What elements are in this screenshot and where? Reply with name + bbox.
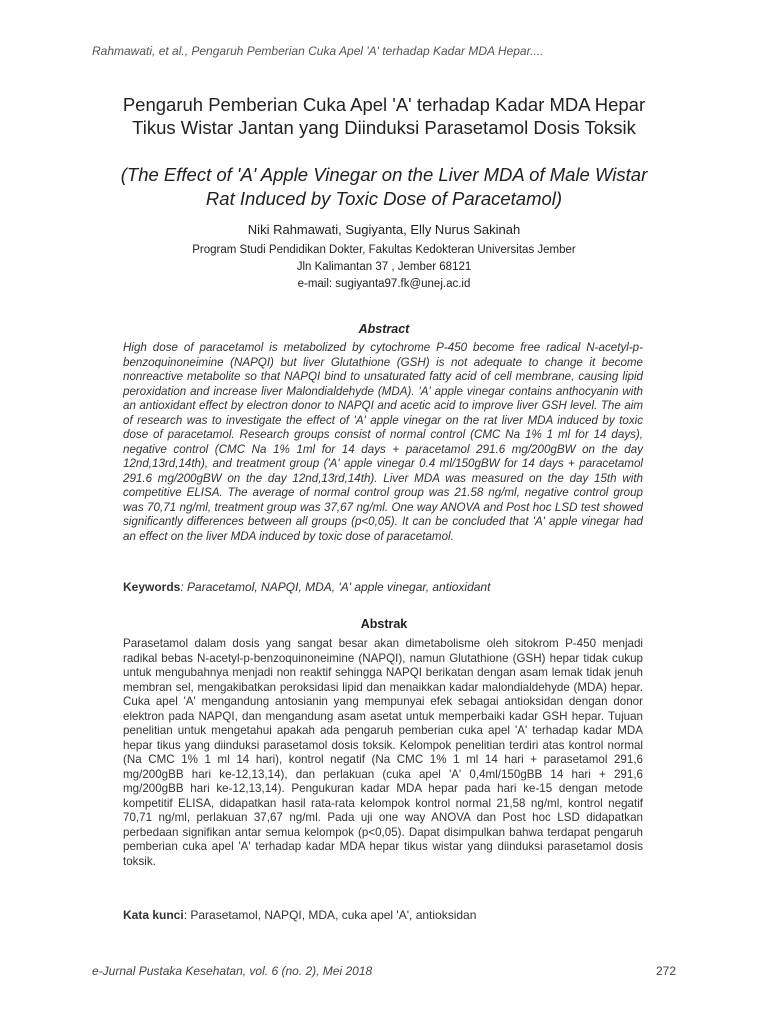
- kata-kunci-label: Kata kunci: [123, 908, 184, 922]
- keywords: [123, 580, 643, 595]
- affiliation-address: Jln Kalimantan 37 , Jember 68121: [296, 261, 472, 273]
- kata-kunci-list: : Parasetamol, NAPQI, MDA, cuka apel 'A', antioksidan: [183, 908, 477, 922]
- abstrak-heading: Abstrak: [360, 617, 408, 631]
- footer-journal: e-Jurnal Pustaka Kesehatan, vol. 6 (no. 2), Mei 2018: [92, 964, 373, 978]
- running-header: Rahmawati, et al., Pengaruh Pemberian Cuka Apel 'A' terhadap Kadar MDA Hepar....: [92, 44, 544, 58]
- title-indonesian-line-1: Pengaruh Pemberian Cuka Apel 'A' terhadap Kadar MDA Hepar: [122, 94, 646, 115]
- authors: Niki Rahmawati, Sugiyanta, Elly Nurus Sakinah: [247, 222, 521, 237]
- abstract-heading: Abstract: [358, 322, 410, 336]
- kata-kunci: [123, 908, 643, 923]
- affiliation-email: e-mail: sugiyanta97.fk@unej.ac.id: [297, 278, 471, 290]
- title-indonesian-line-2: Tikus Wistar Jantan yang Diinduksi Parasetamol Dosis Toksik: [132, 117, 636, 138]
- title-indonesian: [40, 93, 728, 139]
- keywords-list: : Paracetamol, NAPQI, MDA, 'A' apple vinegar, antioxidant: [180, 580, 491, 594]
- title-english: [40, 163, 728, 211]
- affiliation-institution: Program Studi Pendidikan Dokter, Fakultas Kedokteran Universitas Jember: [192, 244, 576, 256]
- keywords-label: Keywords: [123, 580, 181, 594]
- abstrak-body: Parasetamol dalam dosis yang sangat besar akan dimetabolisme oleh sitokrom P-450 menjadi radikal bebas N-acetyl-p-benzoquinoneimine (NAPQI), namun Glutathione (GSH) hepar tidak cukup untuk mengubahnya menjadi non reaktif sehingga NAPQI berikatan dengan asam lemak tidak jenuh membran sel, mengakibatkan peroksidasi lipid dan menaikkan kadar malondialdehyde (MDA) hepar. Cuka apel 'A' mengandung antosianin yang mempunyai efek sebagai antioksidan dengan donor elektron pada NAPQI, dan mengandung asam asetat untuk memperbaiki kadar GSH hepar. Tujuan penelitian untuk mengetahui apakah ada pengaruh pemberian cuka apel 'A' terhadap kadar MDA hepar tikus yang diinduksi parasetamol dosis toksik. Kelompok penelitian terdiri atas kontrol normal (Na CMC 1% 1 ml 14 hari), kontrol negatif (Na CMC 1% 1 ml 14 hari + parasetamol 291,6 mg/200gBB hari ke-12,13,14), dan perlakuan (cuka apel 'A' 0,4ml/150gBB 14 hari + 291,6 mg/200gBB hari ke-12,13,14). Pengukuran kadar MDA hepar pada hari ke-15 dengan metode kompetitif ELISA, didapatkan hasil rata-rata kelompok kontrol normal 21,58 ng/ml, kontrol negatif 70,71 ng/ml, perlakuan 37,67 ng/ml. Pada uji one way ANOVA dan Post hoc LSD didapatkan perbedaan signifikan antar semua kelompok (p<0,05). Dapat disimpulkan bahwa terdapat pengaruh pemberian cuka apel 'A' terhadap kadar MDA hepar tikus wistar yang diinduksi parasetamol dosis toksik.: [123, 637, 643, 868]
- title-english-line-1: (The Effect of 'A' Apple Vinegar on the Liver MDA of Male Wistar: [120, 164, 648, 185]
- title-english-line-2: Rat Induced by Toxic Dose of Paracetamol): [205, 188, 563, 209]
- affiliation: [40, 242, 728, 293]
- abstract-body: High dose of paracetamol is metabolized by cytochrome P-450 become free radical N-acetyl-p-benzoquinoneimine (NAPQI) but liver Glutathione (GSH) is not adequate to change it become nonreactive metabolite so that NAPQI bind to unsaturated fatty acid of cell membrane, causing lipid peroxidation and increase liver Malondialdehyde (MDA). 'A' apple vinegar contains anthocyanin with an antioxidant effect by electron donor to NAPQI and acetic acid to improve liver GSH level. The aim of research was to investigate the effect of 'A' apple vinegar on the rat liver MDA induced by toxic dose of paracetamol. Research groups consist of normal control (CMC Na 1% 1 ml for 14 days), negative control (CMC Na 1% 1ml for 14 days + paracetamol 291.6 mg/200gBW on the day 12nd,13rd,14th), and treatment group ('A' apple vinegar 0.4 ml/150gBW for 14 days + paracetamol 291.6 mg/200gBW on the day 12nd,13rd,14th). Liver MDA was measured on the day 15th with competitive ELISA. The average of normal control group was 21.58 ng/ml, negative control group was 70,71 ng/ml, treatment group was 37,67 ng/ml. One way ANOVA and Post hoc LSD test showed significantly differences between all groups (p<0,05). It can be concluded that 'A' apple vinegar had an effect on the liver MDA induced by toxic dose of paracetamol.: [123, 341, 643, 543]
- page-number: 272: [655, 964, 676, 978]
